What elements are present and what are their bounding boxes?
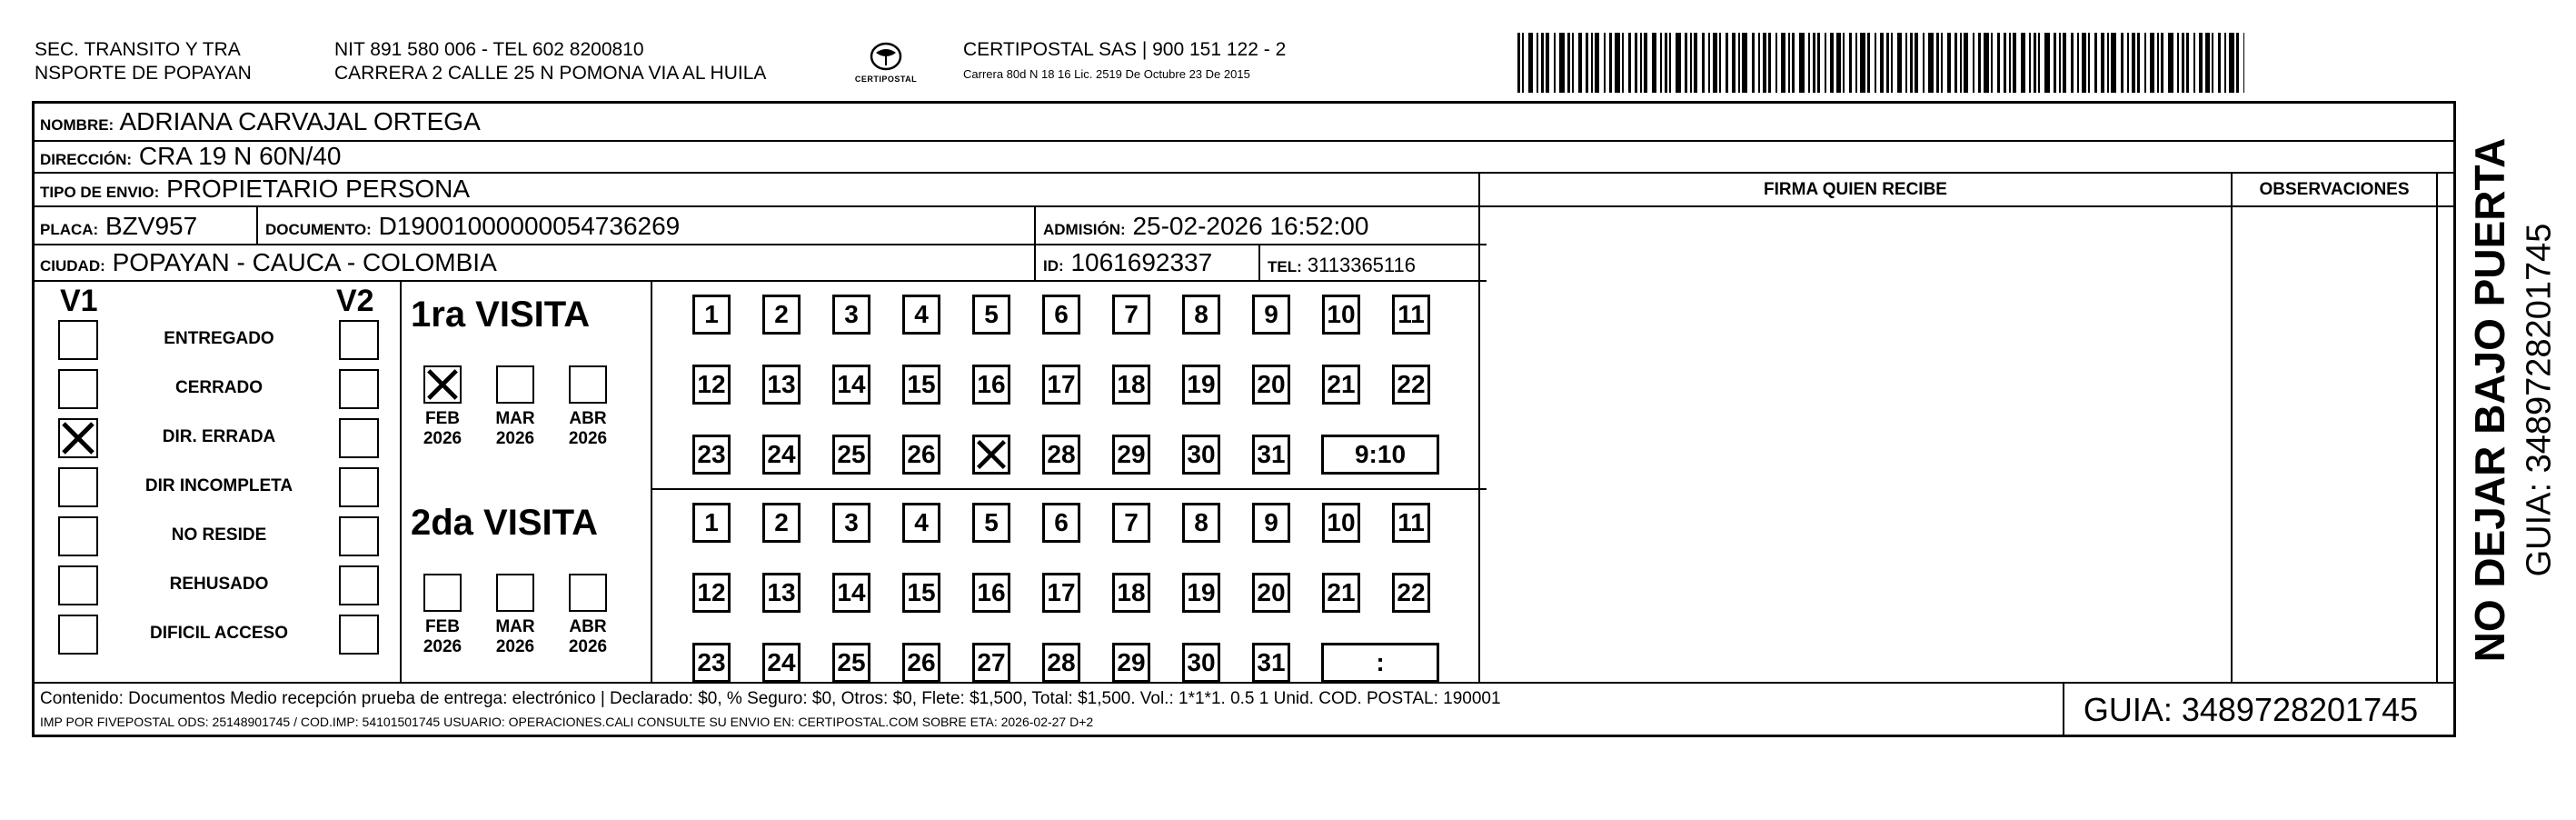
tel-value: 3113365116: [1307, 254, 1416, 276]
day-box-8[interactable]: 8: [1182, 503, 1220, 543]
day-box-7[interactable]: 7: [1112, 295, 1150, 335]
barcode-icon: [1517, 33, 2244, 93]
visit-time-box[interactable]: 9:10: [1321, 435, 1439, 475]
day-box-22[interactable]: 22: [1392, 573, 1430, 613]
day-box-31[interactable]: 31: [1252, 435, 1290, 475]
day-box-11[interactable]: 11: [1392, 503, 1430, 543]
barcode-bar: [1595, 33, 1599, 93]
barcode-bar: [1867, 33, 1870, 93]
barcode-bar: [2071, 33, 2074, 93]
ciudad-row: [40, 248, 497, 281]
v1-checkbox-2[interactable]: [58, 418, 98, 458]
barcode-bar: [1954, 33, 1957, 93]
day-box-3[interactable]: 3: [832, 295, 870, 335]
day-box-22[interactable]: 22: [1392, 365, 1430, 405]
logo-text: CERTIPOSTAL: [854, 75, 918, 84]
day-box-1[interactable]: 1: [692, 503, 731, 543]
day-box-5[interactable]: 5: [972, 295, 1010, 335]
month-year: 2026: [423, 637, 462, 656]
barcode-bar: [2013, 33, 2016, 93]
month-name: ABR: [569, 409, 607, 428]
placa-label: PLACA:: [40, 221, 99, 238]
day-box-23[interactable]: 23: [692, 435, 731, 475]
company-line: CERTIPOSTAL SAS | 900 151 122 - 2: [963, 39, 1287, 60]
day-box-9[interactable]: 9: [1252, 295, 1290, 335]
v2-checkbox-2[interactable]: [339, 418, 379, 458]
barcode-bar: [1604, 33, 1606, 93]
barcode-bar: [1781, 33, 1785, 93]
v1-checkbox-3[interactable]: [58, 467, 98, 507]
month-label: [483, 409, 547, 449]
day-box-7[interactable]: 7: [1112, 503, 1150, 543]
barcode-bar: [1609, 33, 1612, 93]
direccion-value: CRA 19 N 60N/40: [138, 142, 342, 170]
day-box-20[interactable]: 20: [1252, 573, 1290, 613]
barcode-bar: [1517, 33, 1520, 93]
barcode-bar: [1713, 33, 1717, 93]
day-box-13[interactable]: 13: [762, 365, 801, 405]
month-checkbox-abr[interactable]: [569, 365, 607, 404]
barcode-bar: [1808, 33, 1810, 93]
month-year: 2026: [568, 637, 608, 656]
v1-checkbox-5[interactable]: [58, 565, 98, 605]
barcode-bar: [1984, 33, 1989, 93]
barcode-bar: [1947, 33, 1951, 93]
admision-value: 25-02-2026 16:52:00: [1132, 212, 1369, 240]
month-label: [411, 409, 474, 449]
barcode-bar: [1849, 33, 1852, 93]
barcode-bar: [2077, 33, 2079, 93]
barcode-bar: [1644, 33, 1647, 93]
visit-title: 2da VISITA: [411, 503, 598, 543]
day-box-14[interactable]: 14: [832, 365, 870, 405]
shipment-type-row: [40, 175, 470, 207]
barcode-bar: [2168, 33, 2173, 93]
v2-checkbox-1[interactable]: [339, 369, 379, 409]
day-box-26[interactable]: 26: [902, 435, 940, 475]
month-year: 2026: [495, 637, 535, 656]
barcode-bar: [1897, 33, 1902, 93]
reason-label: DIR. ERRADA: [162, 427, 276, 446]
barcode-bar: [1708, 33, 1710, 93]
tel-label: TEL:: [1268, 258, 1302, 275]
barcode-bar: [2088, 33, 2090, 93]
certipostal-logo: [845, 36, 927, 93]
barcode-bar: [2082, 33, 2086, 93]
placa-row: [40, 212, 197, 245]
day-box-15[interactable]: 15: [902, 573, 940, 613]
day-box-19[interactable]: 19: [1182, 365, 1220, 405]
barcode-bar: [1978, 33, 1981, 93]
barcode-bar: [2157, 33, 2159, 93]
id-row: [1043, 248, 1212, 281]
day-box-17[interactable]: 17: [1042, 365, 1080, 405]
barcode-bar: [1567, 33, 1570, 93]
barcode-bar: [1586, 33, 1588, 93]
barcode-bar: [1855, 33, 1857, 93]
barcode-bar: [2127, 33, 2129, 93]
day-box-4[interactable]: 4: [902, 503, 940, 543]
barcode-bar: [1936, 33, 1939, 93]
sender-name-line1: SEC. TRANSITO Y TRA: [35, 39, 241, 60]
barcode-bar: [1652, 33, 1656, 93]
signature-area[interactable]: [1480, 207, 2231, 682]
barcode-bar: [1702, 33, 1705, 93]
v2-checkbox-4[interactable]: [339, 516, 379, 556]
month-checkbox-abr[interactable]: [569, 574, 607, 612]
barcode-bar: [2121, 33, 2123, 93]
barcode-bar: [2038, 33, 2040, 93]
day-box-28[interactable]: 28: [1042, 435, 1080, 475]
recipient-name-row: [40, 107, 481, 140]
barcode-bar: [2054, 33, 2056, 93]
barcode-bar: [2199, 33, 2203, 93]
barcode-bar: [1669, 33, 1671, 93]
reason-label: ENTREGADO: [164, 329, 274, 348]
barcode-bar: [2034, 33, 2036, 93]
sender-nit: NIT 891 580 006 - TEL 602 8200810: [334, 39, 644, 60]
admision-label: ADMISIÓN:: [1043, 221, 1126, 238]
barcode-bar: [1752, 33, 1755, 93]
month-label: [483, 617, 547, 657]
day-box-8[interactable]: 8: [1182, 295, 1220, 335]
barcode-bar: [2111, 33, 2116, 93]
footer-print-line: IMP POR FIVEPOSTAL ODS: 25148901745 / COD.IMP: 54101501745 USUARIO: OPERACIONES.CALI CONSULTE SU ENVIO EN: CERTIPOSTAL.COM SOBRE ETA: 2026-02-27 D+2: [40, 715, 1094, 729]
day-box-25[interactable]: 25: [832, 435, 870, 475]
day-box-4[interactable]: 4: [902, 295, 940, 335]
tel-row: [1268, 251, 1416, 282]
day-box-21[interactable]: 21: [1322, 573, 1360, 613]
barcode-bar: [1742, 33, 1747, 93]
barcode-bar: [1825, 33, 1826, 93]
sender-name-line2: NSPORTE DE POPAYAN: [35, 63, 252, 84]
barcode-bar: [2144, 33, 2146, 93]
barcode-bar: [1860, 33, 1865, 93]
barcode-bar: [1578, 33, 1582, 93]
barcode-bar: [1964, 33, 1968, 93]
day-box-6[interactable]: 6: [1042, 295, 1080, 335]
v2-checkbox-5[interactable]: [339, 565, 379, 605]
barcode-bar: [2193, 33, 2195, 93]
barcode-bar: [2107, 33, 2109, 93]
barcode-bar: [1830, 33, 1834, 93]
day-box-31[interactable]: 31: [1252, 643, 1290, 683]
barcode-bar: [1537, 33, 1538, 93]
v1-label: V1: [60, 284, 98, 318]
barcode-bar: [1799, 33, 1805, 93]
barcode-bar: [1732, 33, 1736, 93]
month-year: 2026: [495, 429, 535, 448]
day-box-17[interactable]: 17: [1042, 573, 1080, 613]
tipo-label: TIPO DE ENVIO:: [40, 184, 160, 201]
barcode-bar: [2101, 33, 2104, 93]
barcode-bar: [1891, 33, 1893, 93]
barcode-bar: [2186, 33, 2189, 93]
day-box-14[interactable]: 14: [832, 573, 870, 613]
barcode-bar: [1792, 33, 1795, 93]
barcode-bar: [2059, 33, 2061, 93]
barcode-bar: [1915, 33, 1918, 93]
day-box-25[interactable]: 25: [832, 643, 870, 683]
id-label: ID:: [1043, 257, 1064, 275]
sender-address: CARRERA 2 CALLE 25 N POMONA VIA AL HUILA: [334, 63, 767, 84]
barcode-bar: [1660, 33, 1662, 93]
id-value: 1061692337: [1070, 248, 1213, 276]
barcode-bar: [1886, 33, 1889, 93]
barcode-bar: [2132, 33, 2135, 93]
barcode-bar: [2224, 33, 2226, 93]
day-box-10[interactable]: 10: [1322, 295, 1360, 335]
month-name: ABR: [569, 617, 607, 636]
side-warning-wrap: [2453, 127, 2526, 673]
side-guia-wrap: [2517, 127, 2562, 673]
direccion-label: DIRECCIÓN:: [40, 151, 133, 168]
firma-header: FIRMA QUIEN RECIBE: [1764, 180, 1947, 199]
barcode-bar: [2236, 33, 2239, 93]
barcode-bar: [1768, 33, 1771, 93]
reason-label: NO RESIDE: [171, 525, 267, 545]
month-name: MAR: [495, 409, 535, 428]
month-name: FEB: [425, 617, 460, 636]
barcode-bar: [1628, 33, 1631, 93]
barcode-bar: [2150, 33, 2154, 93]
barcode-bar: [1973, 33, 1974, 93]
day-box-2[interactable]: 2: [762, 295, 801, 335]
license-line: Carrera 80d N 18 16 Lic. 2519 De Octubre 23 De 2015: [963, 67, 1250, 81]
barcode-bar: [2004, 33, 2006, 93]
day-box-15[interactable]: 15: [902, 365, 940, 405]
barcode-bar: [1635, 33, 1637, 93]
reason-label: CERRADO: [174, 378, 264, 397]
reason-label: DIR INCOMPLETA: [144, 476, 293, 495]
v1-checkbox-4[interactable]: [58, 516, 98, 556]
barcode-bar: [1554, 33, 1556, 93]
documento-label: DOCUMENTO:: [265, 221, 372, 238]
documento-value: D19001000000054736269: [378, 212, 681, 240]
barcode-bar: [2243, 33, 2244, 93]
day-box-26[interactable]: 26: [902, 643, 940, 683]
barcode-bar: [1997, 33, 2000, 93]
day-box-2[interactable]: 2: [762, 503, 801, 543]
day-box-16[interactable]: 16: [972, 573, 1010, 613]
barcode-bar: [2229, 33, 2234, 93]
barcode-bar: [1694, 33, 1697, 93]
barcode-bar: [2063, 33, 2066, 93]
month-name: FEB: [425, 409, 460, 428]
day-box-18[interactable]: 18: [1112, 365, 1150, 405]
footer-content-line: Contenido: Documentos Medio recepción prueba de entrega: electrónico | Declarado: $0, % Seguro: $0, Otros: $0, Flete: $1,500, Total: $1,500. Vol.: 1*1*1. 0.5 1 Unid. COD. POSTAL: 190001: [40, 689, 1501, 708]
day-box-12[interactable]: 12: [692, 365, 731, 405]
recipient-address-row: [40, 142, 341, 175]
month-name: MAR: [495, 617, 535, 636]
day-box-12[interactable]: 12: [692, 573, 731, 613]
barcode-bar: [1685, 33, 1687, 93]
month-year: 2026: [423, 429, 462, 448]
reason-label: REHUSADO: [169, 575, 269, 594]
barcode-bar: [2044, 33, 2050, 93]
month-year: 2026: [568, 429, 608, 448]
barcode-bar: [1522, 33, 1524, 93]
barcode-bar: [1788, 33, 1790, 93]
barcode-bar: [1719, 33, 1721, 93]
barcode-bar: [1836, 33, 1841, 93]
barcode-bar: [1880, 33, 1884, 93]
day-box-27[interactable]: [972, 435, 1010, 475]
day-box-13[interactable]: 13: [762, 573, 801, 613]
barcode-bar: [1572, 33, 1574, 93]
barcode-bar: [1763, 33, 1766, 93]
barcode-bar: [1843, 33, 1845, 93]
month-label: [556, 409, 620, 449]
day-box-30[interactable]: 30: [1182, 643, 1220, 683]
barcode-bar: [1928, 33, 1934, 93]
day-box-23[interactable]: 23: [692, 643, 731, 683]
barcode-bar: [1813, 33, 1815, 93]
barcode-bar: [2009, 33, 2011, 93]
ciudad-value: POPAYAN - CAUCA - COLOMBIA: [112, 248, 497, 276]
day-box-21[interactable]: 21: [1322, 365, 1360, 405]
day-box-18[interactable]: 18: [1112, 573, 1150, 613]
month-label: [556, 617, 620, 657]
day-box-30[interactable]: 30: [1182, 435, 1220, 475]
barcode-bar: [1559, 33, 1565, 93]
visit-time-box[interactable]: :: [1321, 643, 1439, 683]
barcode-bar: [1923, 33, 1925, 93]
day-box-6[interactable]: 6: [1042, 503, 1080, 543]
barcode-bar: [1960, 33, 1962, 93]
barcode-bar: [1546, 33, 1549, 93]
barcode-bar: [1991, 33, 1993, 93]
no-dejar-bajo-puerta: NO DEJAR BAJO PUERTA: [2466, 137, 2513, 663]
barcode-bar: [2205, 33, 2210, 93]
day-box-28[interactable]: 28: [1042, 643, 1080, 683]
barcode-bar: [2021, 33, 2025, 93]
day-box-29[interactable]: 29: [1112, 435, 1150, 475]
observaciones-header: OBSERVACIONES: [2259, 180, 2410, 199]
month-checkbox-feb[interactable]: [423, 574, 462, 612]
day-box-24[interactable]: 24: [762, 435, 801, 475]
day-box-3[interactable]: 3: [832, 503, 870, 543]
barcode-bar: [2161, 33, 2163, 93]
barcode-bar: [1758, 33, 1760, 93]
placa-value: BZV957: [105, 212, 198, 240]
day-box-5[interactable]: 5: [972, 503, 1010, 543]
day-box-20[interactable]: 20: [1252, 365, 1290, 405]
nombre-label: NOMBRE:: [40, 116, 114, 134]
barcode-bar: [1591, 33, 1593, 93]
barcode-bar: [2182, 33, 2184, 93]
admision-row: [1043, 212, 1368, 245]
observations-area[interactable]: [2233, 207, 2436, 682]
barcode-bar: [1875, 33, 1876, 93]
v2-checkbox-0[interactable]: [339, 320, 379, 360]
barcode-bar: [2137, 33, 2140, 93]
barcode-bar: [2212, 33, 2213, 93]
barcode-bar: [1817, 33, 1820, 93]
documento-row: [265, 212, 680, 245]
day-box-10[interactable]: 10: [1322, 503, 1360, 543]
guia-box: GUIA: 3489728201745: [2083, 691, 2419, 728]
barcode-bar: [1676, 33, 1681, 93]
ciudad-label: CIUDAD:: [40, 257, 105, 275]
v2-checkbox-3[interactable]: [339, 467, 379, 507]
barcode-bar: [1665, 33, 1667, 93]
day-box-19[interactable]: 19: [1182, 573, 1220, 613]
visit-title: 1ra VISITA: [411, 295, 591, 335]
barcode-bar: [1528, 33, 1533, 93]
barcode-bar: [1941, 33, 1943, 93]
barcode-bar: [1775, 33, 1777, 93]
barcode-bar: [2177, 33, 2179, 93]
reason-label: DIFICIL ACCESO: [149, 624, 288, 643]
day-box-29[interactable]: 29: [1112, 643, 1150, 683]
day-box-24[interactable]: 24: [762, 643, 801, 683]
tipo-value: PROPIETARIO PERSONA: [166, 175, 471, 203]
barcode-bar: [1622, 33, 1624, 93]
barcode-bar: [1615, 33, 1620, 93]
barcode-bar: [1690, 33, 1692, 93]
nombre-value: ADRIANA CARVAJAL ORTEGA: [119, 107, 481, 135]
v1-checkbox-1[interactable]: [58, 369, 98, 409]
day-box-9[interactable]: 9: [1252, 503, 1290, 543]
v2-label: V2: [336, 284, 374, 318]
month-checkbox-mar[interactable]: [496, 365, 534, 404]
barcode-bar: [1541, 33, 1544, 93]
barcode-bar: [1905, 33, 1907, 93]
v1-checkbox-6[interactable]: [58, 615, 98, 655]
barcode-bar: [1910, 33, 1913, 93]
side-guia: GUIA: 3489728201745: [2520, 223, 2559, 577]
month-label: [411, 617, 474, 657]
day-box-16[interactable]: 16: [972, 365, 1010, 405]
barcode-bar: [1738, 33, 1740, 93]
day-box-1[interactable]: 1: [692, 295, 731, 335]
barcode-bar: [2029, 33, 2031, 93]
barcode-bar: [2094, 33, 2097, 93]
month-checkbox-mar[interactable]: [496, 574, 534, 612]
barcode-bar: [2218, 33, 2221, 93]
month-checkbox-feb[interactable]: [423, 365, 462, 404]
day-box-27[interactable]: 27: [972, 643, 1010, 683]
v1-checkbox-0[interactable]: [58, 320, 98, 360]
day-box-11[interactable]: 11: [1392, 295, 1430, 335]
barcode-bar: [1726, 33, 1728, 93]
v2-checkbox-6[interactable]: [339, 615, 379, 655]
barcode-bar: [1640, 33, 1642, 93]
